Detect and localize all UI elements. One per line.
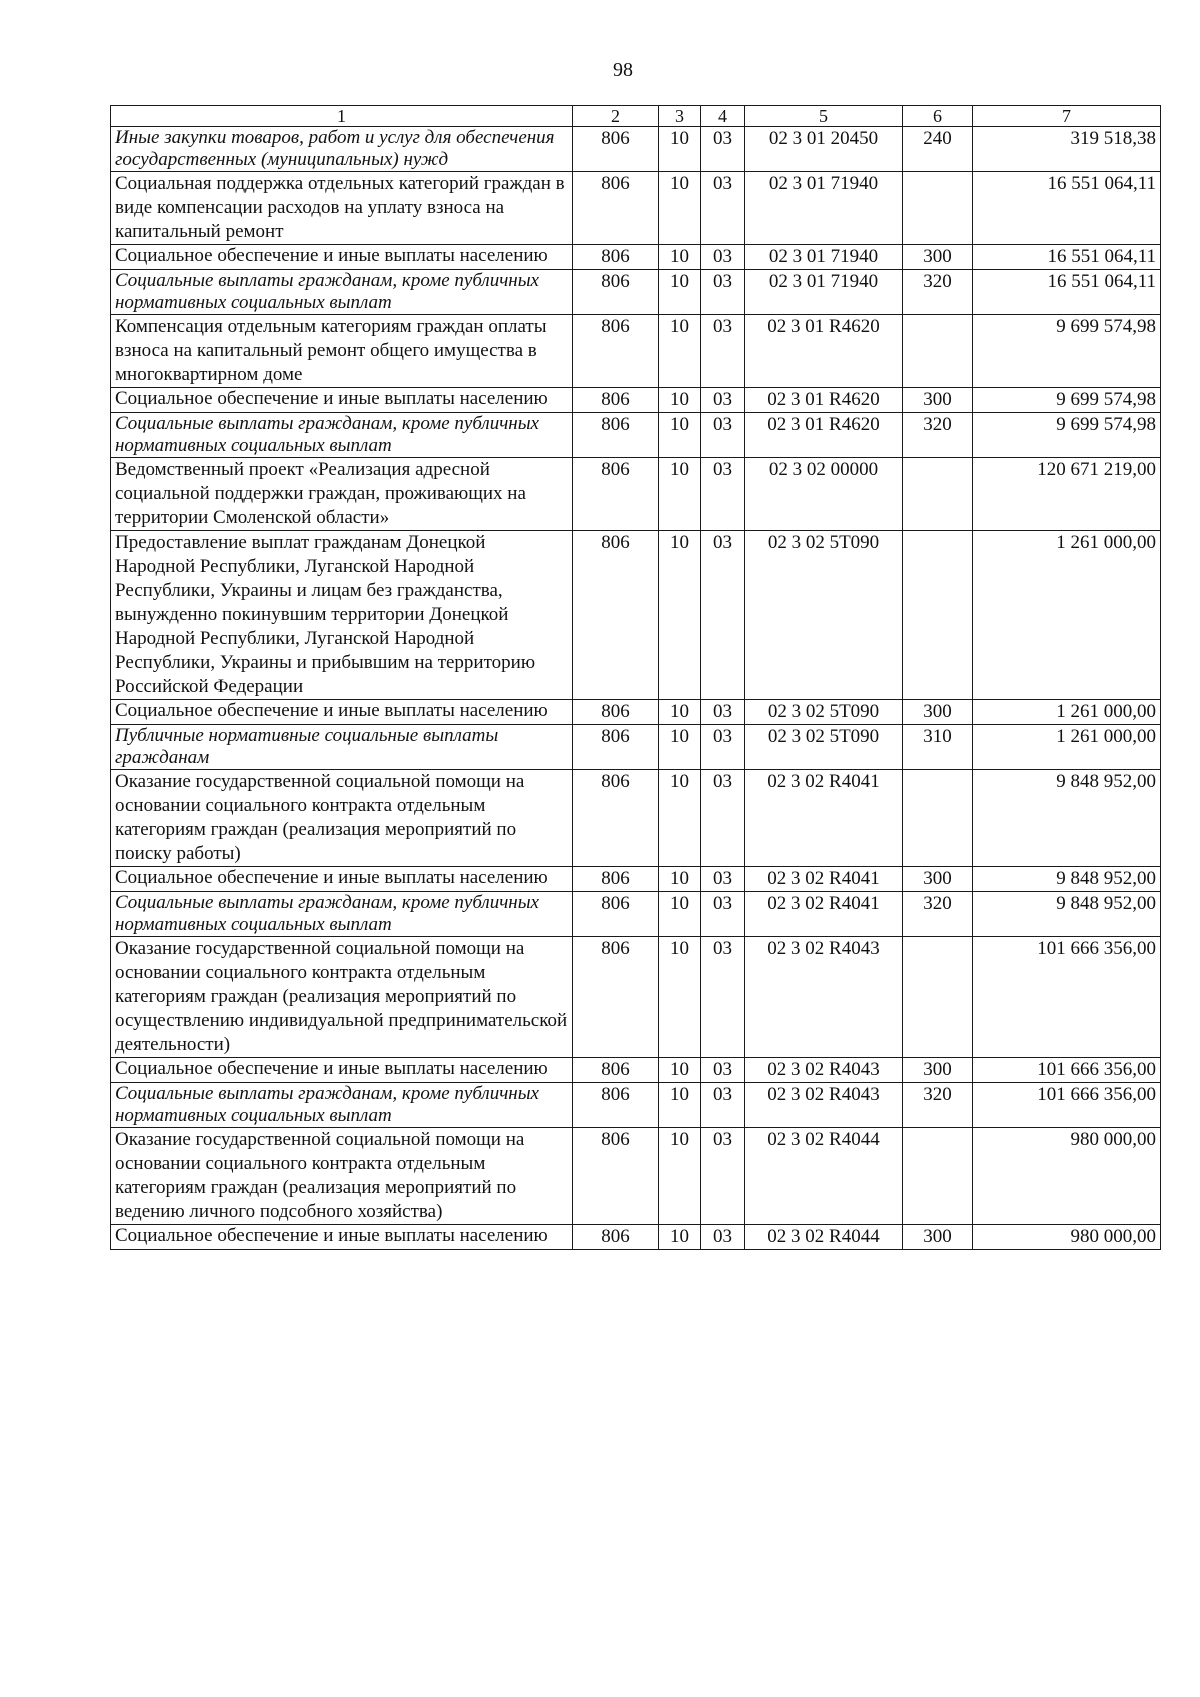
amount-cell: 980 000,00 — [973, 1225, 1161, 1250]
admin-code-cell: 806 — [573, 270, 659, 315]
subsection-code-cell: 03 — [701, 1083, 745, 1128]
item-name-cell: Оказание государственной социальной помощи на основании социального контракта отдельным категориям граждан (реализация мероприятий по поиску работы) — [111, 770, 573, 867]
amount-cell: 9 848 952,00 — [973, 892, 1161, 937]
expense-type-cell: 300 — [903, 1225, 973, 1250]
expense-type-cell — [903, 531, 973, 700]
subsection-code-cell: 03 — [701, 892, 745, 937]
section-code-cell: 10 — [659, 1058, 701, 1083]
section-code-cell: 10 — [659, 315, 701, 388]
expense-type-cell — [903, 172, 973, 245]
target-article-cell: 02 3 02 R4043 — [745, 937, 903, 1058]
amount-cell: 101 666 356,00 — [973, 937, 1161, 1058]
target-article-cell: 02 3 01 R4620 — [745, 388, 903, 413]
section-code-cell: 10 — [659, 1083, 701, 1128]
section-code-cell: 10 — [659, 270, 701, 315]
item-name-cell: Компенсация отдельным категориям граждан оплаты взноса на капитальный ремонт общего имущества в многоквартирном доме — [111, 315, 573, 388]
item-name-cell: Социальные выплаты гражданам, кроме публичных нормативных социальных выплат — [111, 413, 573, 458]
target-article-cell: 02 3 02 5T090 — [745, 531, 903, 700]
amount-cell: 9 699 574,98 — [973, 413, 1161, 458]
item-name-cell: Оказание государственной социальной помощи на основании социального контракта отдельным категориям граждан (реализация мероприятий по осуществлению индивидуальной предпринимательской деятельности) — [111, 937, 573, 1058]
target-article-cell: 02 3 01 71940 — [745, 270, 903, 315]
amount-cell: 16 551 064,11 — [973, 245, 1161, 270]
section-code-cell: 10 — [659, 770, 701, 867]
table-row — [111, 127, 1161, 172]
target-article-cell: 02 3 02 R4044 — [745, 1225, 903, 1250]
subsection-code-cell: 03 — [701, 1128, 745, 1225]
expense-type-cell: 300 — [903, 245, 973, 270]
table-row — [111, 937, 1161, 1058]
subsection-code-cell: 03 — [701, 867, 745, 892]
admin-code-cell: 806 — [573, 1058, 659, 1083]
column-header: 7 — [973, 106, 1161, 127]
section-code-cell: 10 — [659, 245, 701, 270]
target-article-cell: 02 3 02 R4041 — [745, 892, 903, 937]
expense-type-cell: 310 — [903, 725, 973, 770]
admin-code-cell: 806 — [573, 937, 659, 1058]
target-article-cell: 02 3 02 5T090 — [745, 700, 903, 725]
target-article-cell: 02 3 01 R4620 — [745, 315, 903, 388]
subsection-code-cell: 03 — [701, 172, 745, 245]
column-header: 6 — [903, 106, 973, 127]
expense-type-cell: 320 — [903, 270, 973, 315]
subsection-code-cell: 03 — [701, 245, 745, 270]
expense-type-cell — [903, 1128, 973, 1225]
amount-cell: 1 261 000,00 — [973, 531, 1161, 700]
expense-type-cell — [903, 937, 973, 1058]
target-article-cell: 02 3 02 5T090 — [745, 725, 903, 770]
table-row — [111, 892, 1161, 937]
amount-cell: 319 518,38 — [973, 127, 1161, 172]
expense-type-cell: 320 — [903, 1083, 973, 1128]
section-code-cell: 10 — [659, 725, 701, 770]
table-row — [111, 700, 1161, 725]
section-code-cell: 10 — [659, 127, 701, 172]
target-article-cell: 02 3 01 R4620 — [745, 413, 903, 458]
table-row — [111, 531, 1161, 700]
subsection-code-cell: 03 — [701, 458, 745, 531]
table-header — [111, 106, 1161, 127]
expense-type-cell: 300 — [903, 1058, 973, 1083]
section-code-cell: 10 — [659, 1128, 701, 1225]
column-header: 2 — [573, 106, 659, 127]
admin-code-cell: 806 — [573, 458, 659, 531]
subsection-code-cell: 03 — [701, 1225, 745, 1250]
subsection-code-cell: 03 — [701, 270, 745, 315]
amount-cell: 9 848 952,00 — [973, 867, 1161, 892]
expense-type-cell: 320 — [903, 413, 973, 458]
table-row — [111, 270, 1161, 315]
subsection-code-cell: 03 — [701, 531, 745, 700]
section-code-cell: 10 — [659, 892, 701, 937]
table-body — [111, 127, 1161, 1250]
target-article-cell: 02 3 02 R4043 — [745, 1083, 903, 1128]
subsection-code-cell: 03 — [701, 127, 745, 172]
amount-cell: 101 666 356,00 — [973, 1058, 1161, 1083]
admin-code-cell: 806 — [573, 892, 659, 937]
amount-cell: 980 000,00 — [973, 1128, 1161, 1225]
item-name-cell: Социальная поддержка отдельных категорий граждан в виде компенсации расходов на уплату взноса на капитальный ремонт — [111, 172, 573, 245]
column-header: 1 — [111, 106, 573, 127]
subsection-code-cell: 03 — [701, 725, 745, 770]
item-name-cell: Социальные выплаты гражданам, кроме публичных нормативных социальных выплат — [111, 1083, 573, 1128]
amount-cell: 9 699 574,98 — [973, 388, 1161, 413]
item-name-cell: Предоставление выплат гражданам Донецкой Народной Республики, Луганской Народной Республики, Украины и лицам без гражданства, вынужденно покинувшим территории Донецкой Народной Республики, Луганской Народной Республики, Украины и прибывшим на территорию Российской Федерации — [111, 531, 573, 700]
column-header: 5 — [745, 106, 903, 127]
amount-cell: 9 848 952,00 — [973, 770, 1161, 867]
subsection-code-cell: 03 — [701, 1058, 745, 1083]
admin-code-cell: 806 — [573, 700, 659, 725]
admin-code-cell: 806 — [573, 725, 659, 770]
section-code-cell: 10 — [659, 867, 701, 892]
section-code-cell: 10 — [659, 172, 701, 245]
item-name-cell: Социальное обеспечение и иные выплаты населению — [111, 700, 573, 725]
table-row — [111, 1058, 1161, 1083]
subsection-code-cell: 03 — [701, 700, 745, 725]
item-name-cell: Иные закупки товаров, работ и услуг для обеспечения государственных (муниципальных) нужд — [111, 127, 573, 172]
amount-cell: 9 699 574,98 — [973, 315, 1161, 388]
target-article-cell: 02 3 01 71940 — [745, 245, 903, 270]
target-article-cell: 02 3 01 20450 — [745, 127, 903, 172]
expense-type-cell: 300 — [903, 867, 973, 892]
admin-code-cell: 806 — [573, 1083, 659, 1128]
amount-cell: 120 671 219,00 — [973, 458, 1161, 531]
admin-code-cell: 806 — [573, 413, 659, 458]
table-row — [111, 725, 1161, 770]
target-article-cell: 02 3 02 R4041 — [745, 770, 903, 867]
item-name-cell: Социальное обеспечение и иные выплаты населению — [111, 867, 573, 892]
table-row — [111, 1225, 1161, 1250]
admin-code-cell: 806 — [573, 315, 659, 388]
admin-code-cell: 806 — [573, 388, 659, 413]
table-row — [111, 413, 1161, 458]
section-code-cell: 10 — [659, 388, 701, 413]
section-code-cell: 10 — [659, 937, 701, 1058]
column-header: 4 — [701, 106, 745, 127]
admin-code-cell: 806 — [573, 1225, 659, 1250]
target-article-cell: 02 3 01 71940 — [745, 172, 903, 245]
item-name-cell: Социальные выплаты гражданам, кроме публичных нормативных социальных выплат — [111, 892, 573, 937]
subsection-code-cell: 03 — [701, 770, 745, 867]
subsection-code-cell: 03 — [701, 315, 745, 388]
section-code-cell: 10 — [659, 458, 701, 531]
item-name-cell: Социальное обеспечение и иные выплаты населению — [111, 1058, 573, 1083]
admin-code-cell: 806 — [573, 770, 659, 867]
expense-type-cell — [903, 458, 973, 531]
expense-type-cell: 240 — [903, 127, 973, 172]
admin-code-cell: 806 — [573, 172, 659, 245]
table-row — [111, 770, 1161, 867]
section-code-cell: 10 — [659, 700, 701, 725]
budget-table — [110, 105, 1161, 1250]
column-header: 3 — [659, 106, 701, 127]
amount-cell: 1 261 000,00 — [973, 725, 1161, 770]
expense-type-cell: 300 — [903, 700, 973, 725]
admin-code-cell: 806 — [573, 127, 659, 172]
page-number: 98 — [613, 59, 633, 81]
table-row — [111, 315, 1161, 388]
table-row — [111, 1128, 1161, 1225]
amount-cell: 101 666 356,00 — [973, 1083, 1161, 1128]
section-code-cell: 10 — [659, 1225, 701, 1250]
table-row — [111, 1083, 1161, 1128]
section-code-cell: 10 — [659, 531, 701, 700]
table-row — [111, 867, 1161, 892]
admin-code-cell: 806 — [573, 531, 659, 700]
subsection-code-cell: 03 — [701, 937, 745, 1058]
admin-code-cell: 806 — [573, 1128, 659, 1225]
amount-cell: 16 551 064,11 — [973, 270, 1161, 315]
section-code-cell: 10 — [659, 413, 701, 458]
target-article-cell: 02 3 02 R4043 — [745, 1058, 903, 1083]
admin-code-cell: 806 — [573, 245, 659, 270]
expense-type-cell — [903, 770, 973, 867]
target-article-cell: 02 3 02 R4044 — [745, 1128, 903, 1225]
item-name-cell: Социальные выплаты гражданам, кроме публичных нормативных социальных выплат — [111, 270, 573, 315]
item-name-cell: Социальное обеспечение и иные выплаты населению — [111, 388, 573, 413]
item-name-cell: Публичные нормативные социальные выплаты гражданам — [111, 725, 573, 770]
amount-cell: 16 551 064,11 — [973, 172, 1161, 245]
expense-type-cell: 320 — [903, 892, 973, 937]
item-name-cell: Оказание государственной социальной помощи на основании социального контракта отдельным категориям граждан (реализация мероприятий по ведению личного подсобного хозяйства) — [111, 1128, 573, 1225]
expense-type-cell — [903, 315, 973, 388]
subsection-code-cell: 03 — [701, 413, 745, 458]
header-row — [111, 106, 1161, 127]
target-article-cell: 02 3 02 00000 — [745, 458, 903, 531]
table-row — [111, 172, 1161, 245]
table-row — [111, 245, 1161, 270]
expense-type-cell: 300 — [903, 388, 973, 413]
item-name-cell: Социальное обеспечение и иные выплаты населению — [111, 245, 573, 270]
admin-code-cell: 806 — [573, 867, 659, 892]
amount-cell: 1 261 000,00 — [973, 700, 1161, 725]
subsection-code-cell: 03 — [701, 388, 745, 413]
target-article-cell: 02 3 02 R4041 — [745, 867, 903, 892]
table-row — [111, 458, 1161, 531]
item-name-cell: Социальное обеспечение и иные выплаты населению — [111, 1225, 573, 1250]
item-name-cell: Ведомственный проект «Реализация адресной социальной поддержки граждан, проживающих на территории Смоленской области» — [111, 458, 573, 531]
table-row — [111, 388, 1161, 413]
